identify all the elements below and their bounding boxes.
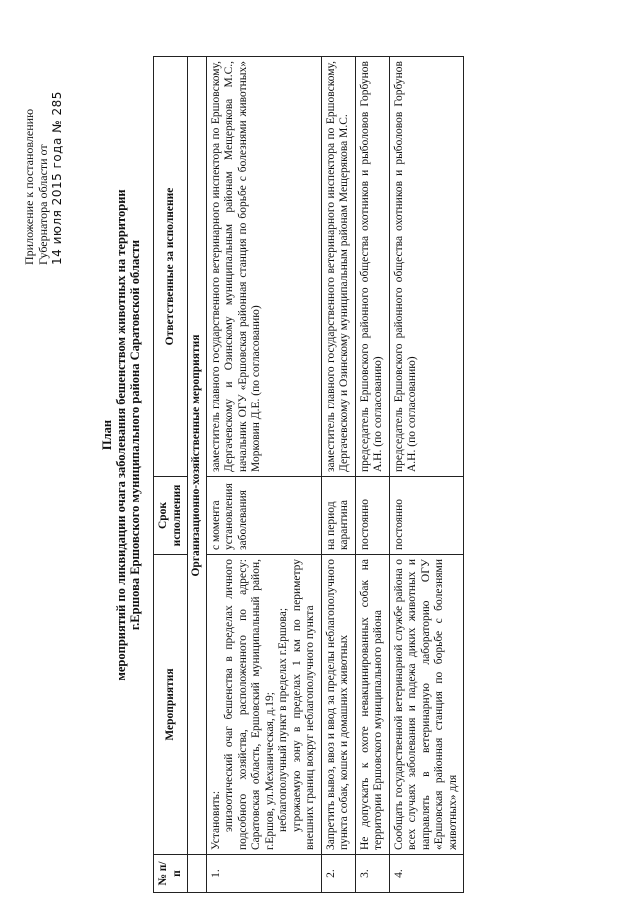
row-number: 3. xyxy=(355,855,389,893)
row-responsible: заместитель главного государственного ветеринарного инспектора по Ершовскому, Дергачевскому и Озинскому муниципальным районам Мещерякова М.С., начальник ОГУ «Ершовская районная станция по борьбе с болезнями животных» Морковин Д.Е. (по согласованию) xyxy=(206,57,321,477)
table-header-row xyxy=(154,57,188,893)
measure-line: угрожаемую зону в пределах 1 км по периметру внешних границ вокруг неблагополучного пункта xyxy=(290,559,316,850)
row-number: 2. xyxy=(321,855,355,893)
row-measure: Сообщать государственной ветеринарной службе района о всех случаях заболевания и падежа диких животных и направлять в ветеринарную лабораторию ОГУ «Ершовская районная станция по борьбе с болезнями животных» для xyxy=(389,555,464,855)
measures-table xyxy=(153,56,464,893)
table-row xyxy=(206,57,321,893)
heading-line-2: мероприятий по ликвидации очага заболевания бешенством животных на территории xyxy=(114,189,128,681)
header-responsible: Ответственные за исполнение xyxy=(154,57,188,477)
approval-block xyxy=(22,25,64,265)
row-number: 1. xyxy=(206,855,321,893)
approval-date-line: 14 июля 2015 года № 285 xyxy=(50,91,64,265)
measure-line: эпизоотический очаг бешенства в пределах личного подсобного хозяйства, расположенного по адресу: Саратовская область, Ершовский муниципальный район, г.Ершов, ул.Механическая, д.19; xyxy=(223,559,276,850)
section-row xyxy=(188,57,207,893)
row-measure: Не допускать к охоте невакцинированных собак на территории Ершовского муниципального района xyxy=(355,555,389,855)
row-responsible: заместитель главного государственного ветеринарного инспектора по Ершовскому, Дергачевскому и Озинскому муниципальным районам Мещерякова М.С. xyxy=(321,57,355,477)
row-term: постоянно xyxy=(389,477,464,555)
heading-line-3: г.Ершова Ершовского муниципального района Саратовской области xyxy=(128,239,142,631)
row-measure xyxy=(206,555,321,855)
table-row xyxy=(355,57,389,893)
approval-line-1: Приложение к постановлению xyxy=(22,108,36,265)
row-responsible: председатель Ершовского районного общества охотников и рыболовов Горбунов А.Н. (по согласованию) xyxy=(355,57,389,477)
document-heading xyxy=(100,25,142,845)
measure-line: неблагополучный пункт в пределах г.Ершова; xyxy=(277,607,289,832)
row-term: на период карантина xyxy=(321,477,355,555)
heading-title: План xyxy=(100,419,114,451)
table-row xyxy=(321,57,355,893)
header-num: № п/п xyxy=(154,855,188,893)
approval-line-2: Губернатора области от xyxy=(36,144,50,265)
row-measure: Запретить вывоз, ввоз и ввод за пределы неблагополучного пункта собак, кошек и домашних животных xyxy=(321,555,355,855)
section-title: Организационно-хозяйственные мероприятия xyxy=(188,57,207,855)
row-number: 4. xyxy=(389,855,464,893)
row-term: постоянно xyxy=(355,477,389,555)
row-responsible: председатель Ершовского районного общества охотников и рыболовов Горбунов А.Н. (по согласованию) xyxy=(389,57,464,477)
table-row xyxy=(389,57,464,893)
measure-line: Установить: xyxy=(209,790,222,850)
header-term: Срок исполнения xyxy=(154,477,188,555)
row-term: с момента установления заболевания xyxy=(206,477,321,555)
header-measures: Мероприятия xyxy=(154,555,188,855)
